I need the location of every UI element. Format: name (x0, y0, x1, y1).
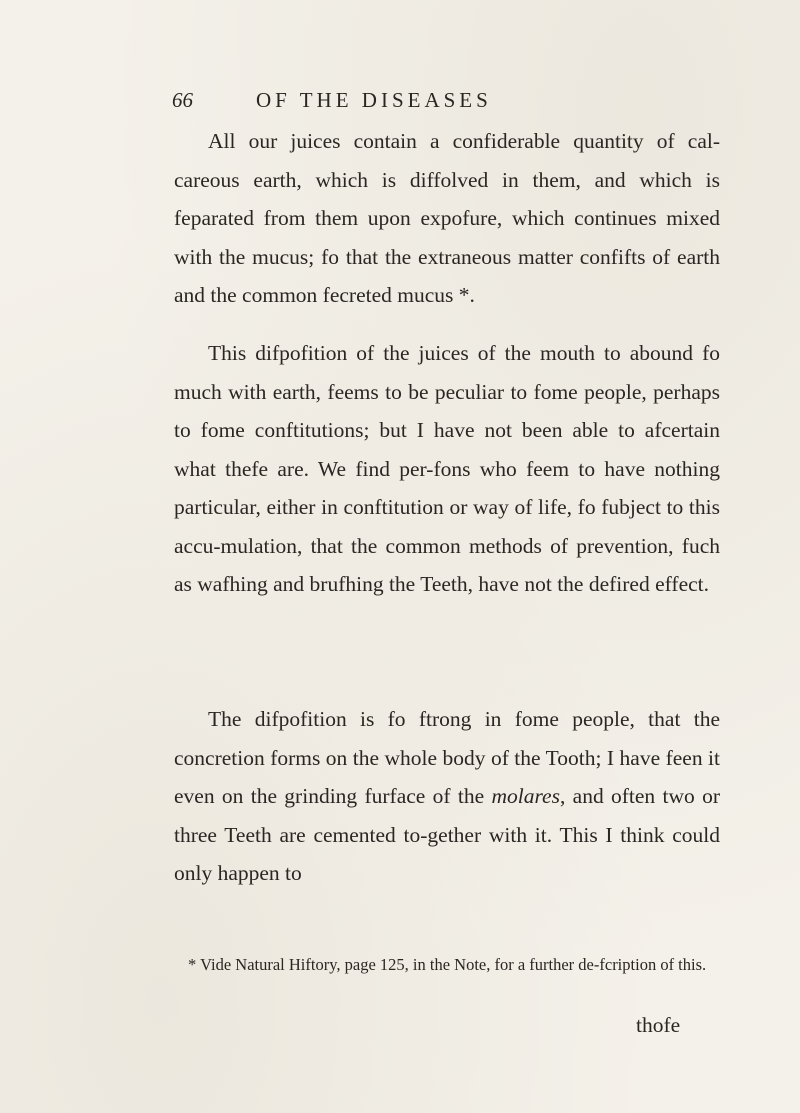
emphasis-molares: molares (491, 784, 560, 808)
page-number: 66 (172, 88, 193, 112)
running-head (172, 88, 492, 113)
paragraph-concretion-text-before: The difpofition is fo ftrong in fome people, that the concretion forms on the whole body of the Tooth; I have feen it even on the grinding furface of the (174, 707, 720, 808)
footnote: * Vide Natural Hiftory, page 125, in the Note, for a further de-fcription of this. (188, 955, 707, 974)
running-title: OF THE DISEASES (256, 88, 492, 112)
paragraph-calcareous-earth: All our juices contain a confiderable quantity of cal-careous earth, which is diffolved in them, and which is feparated from them upon expofure, which continues mixed with the mucus; fo that the extraneous matter confifts of earth and the common fecreted mucus *. (174, 129, 720, 307)
paragraph-concretion (174, 700, 720, 893)
paragraph-disposition-of-juices: This difpofition of the juices of the mouth to abound fo much with earth, feems to be peculiar to fome people, perhaps to fome conftitutions; but I have not been able to afcertain what thefe are. We find per-fons who feem to have nothing particular, either in conftitution or way of life, fo fubject to this accu-mulation, that the common methods of prevention, fuch as wafhing and brufhing the Teeth, have not the defired effect. (174, 341, 720, 596)
paragraph-concretion-text-after: , and often two or three Teeth are cemented to-gether with it. This I think could only happen to (174, 784, 720, 885)
catchword: thofe (636, 1013, 681, 1037)
